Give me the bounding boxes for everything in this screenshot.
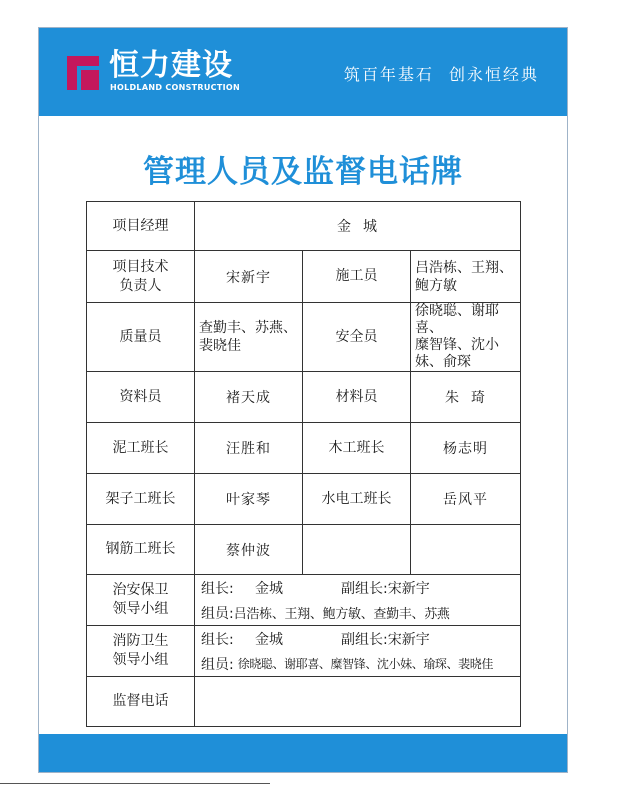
security-members-line [201, 600, 520, 625]
empty-cell [303, 525, 411, 575]
tech-lead-label-line2: 负责人 [119, 277, 162, 294]
rebar-label: 钢筋工班长 [87, 525, 195, 575]
security-members-key: 组员: [201, 605, 234, 622]
fire-leader-key: 组长: [201, 631, 234, 648]
scaffold-label: 架子工班长 [87, 474, 195, 525]
construction-value [411, 251, 521, 303]
table-row [87, 372, 521, 423]
security-leader-key: 组长: [201, 580, 234, 597]
empty-cell [411, 525, 521, 575]
table-row [87, 677, 521, 727]
fire-group-label-line1: 消防卫生 [112, 633, 169, 649]
fire-deputy-value: 宋新宇 [387, 631, 430, 648]
security-members-value: 吕浩栋、王翔、鲍方敏、查勤丰、苏燕 [233, 607, 450, 622]
plumbing-label: 水电工班长 [303, 474, 411, 525]
table-row [87, 626, 521, 677]
fire-group-label-line2: 领导小组 [112, 652, 169, 668]
notice-board [38, 27, 568, 773]
material-value: 朱 琦 [411, 372, 521, 423]
table-row [87, 251, 521, 303]
fire-group-members [195, 626, 521, 677]
safety-value-line1: 徐晓聪、谢耶喜、 [415, 303, 499, 336]
fire-members-value: 徐晓聪、谢耶喜、糜智锋、沈小妹、瑜琛、裴晓佳 [237, 657, 493, 671]
table-row [87, 575, 521, 626]
quality-value-line2: 裴晓佳 [199, 338, 241, 354]
security-deputy-value: 宋新宇 [387, 580, 430, 597]
fire-leader-value: 金城 [255, 631, 283, 648]
material-label: 材料员 [303, 372, 411, 423]
table-row [87, 303, 521, 372]
tech-lead-label-line1: 项目技术 [112, 258, 169, 275]
carpenter-label: 木工班长 [303, 423, 411, 474]
security-group-label [87, 575, 195, 626]
pm-label: 项目经理 [87, 202, 195, 251]
bottom-divider [0, 783, 270, 784]
mason-label: 泥工班长 [87, 423, 195, 474]
quality-value [195, 303, 303, 372]
safety-label: 安全员 [303, 303, 411, 372]
fire-group-label [87, 626, 195, 677]
quality-value-line1: 查勤丰、苏燕、 [199, 320, 297, 336]
carpenter-value: 杨志明 [411, 423, 521, 474]
header-banner [39, 28, 567, 116]
fire-leaders-line [201, 626, 520, 651]
pm-value: 金 城 [195, 202, 521, 251]
security-group-members [195, 575, 521, 626]
fire-deputy-key: 副组长: [341, 631, 388, 648]
fire-members-key: 组员: [201, 656, 234, 673]
footer-banner [39, 734, 567, 772]
construction-label: 施工员 [303, 251, 411, 303]
brand-name: 恒力建设 [109, 48, 233, 83]
docs-label: 资料员 [87, 372, 195, 423]
security-leader-value: 金城 [255, 580, 283, 597]
board-title: 管理人员及监督电话牌 [143, 154, 463, 190]
safety-value-line2: 糜智锋、沈小妹、俞琛 [415, 337, 499, 370]
table-row [87, 474, 521, 525]
phone-label: 监督电话 [87, 677, 195, 727]
security-leaders-line [201, 575, 520, 600]
slogan: 筑百年基石 创永恒经典 [343, 65, 539, 84]
construction-value-line1: 吕浩栋、王翔、 [415, 259, 513, 276]
personnel-table [86, 201, 521, 727]
company-logo-icon [67, 56, 99, 90]
tech-lead-label [87, 251, 195, 303]
scaffold-value: 叶家琴 [195, 474, 303, 525]
docs-value: 褚天成 [195, 372, 303, 423]
fire-members-line [201, 651, 520, 676]
plumbing-value: 岳风平 [411, 474, 521, 525]
table-row [87, 202, 521, 251]
mason-value: 汪胜和 [195, 423, 303, 474]
rebar-value: 蔡仲波 [195, 525, 303, 575]
phone-value [195, 677, 521, 727]
table-row [87, 423, 521, 474]
construction-value-line2: 鲍方敏 [415, 277, 457, 294]
tech-lead-value: 宋新宇 [195, 251, 303, 303]
security-group-label-line2: 领导小组 [112, 601, 169, 617]
security-deputy-key: 副组长: [341, 580, 388, 597]
table-row [87, 525, 521, 575]
quality-label: 质量员 [87, 303, 195, 372]
safety-value [411, 303, 521, 372]
brand-name-en: HOLDLAND CONSTRUCTION [110, 83, 240, 92]
security-group-label-line1: 治安保卫 [112, 582, 169, 598]
